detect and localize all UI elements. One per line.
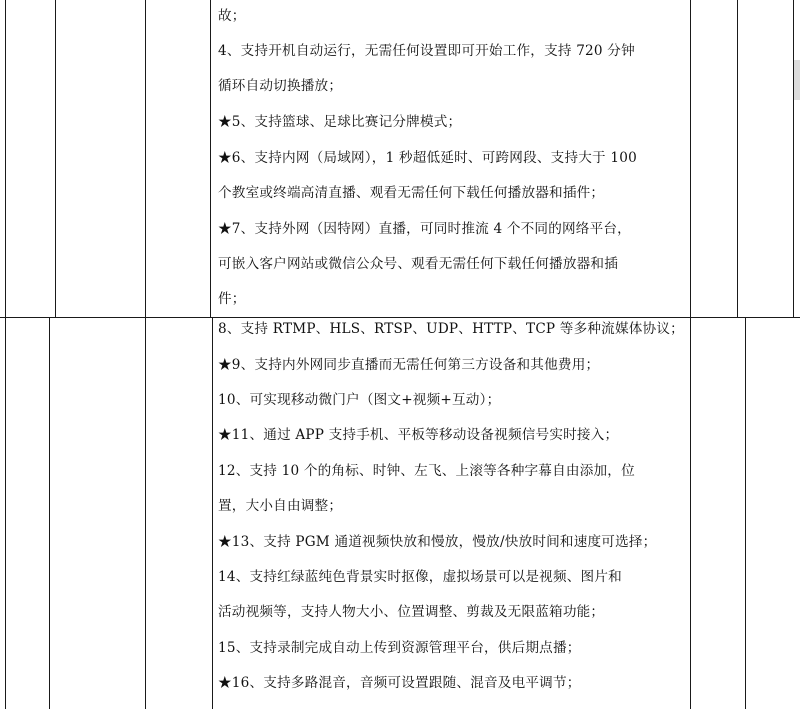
spec-line: ★11、通过 APP 支持手机、平板等移动设备视频信号实时接入； xyxy=(218,427,619,443)
top-col-border-6 xyxy=(737,0,738,317)
spec-line: ★9、支持内外网同步直播而无需任何第三方设备和其他费用； xyxy=(218,357,600,373)
spec-line: 10、可实现移动微门户（图文+视频+互动）； xyxy=(218,392,501,408)
spec-line: ★16、支持多路混音，音频可设置跟随、混音及电平调节； xyxy=(218,675,581,691)
spec-line: 可嵌入客户网站或微信公众号、观看无需任何下载任何播放器和插 xyxy=(218,256,619,272)
bottom-col-border-5 xyxy=(690,318,691,709)
section-divider xyxy=(0,317,800,318)
bottom-col-border-6 xyxy=(745,318,746,709)
spec-line: ★5、支持篮球、足球比赛记分牌模式； xyxy=(218,114,462,130)
spec-line: ★13、支持 PGM 通道视频快放和慢放，慢放/快放时间和速度可选择； xyxy=(218,534,657,550)
spec-line: 循环自动切换播放； xyxy=(218,78,343,94)
top-col-border-4 xyxy=(210,0,211,317)
spec-line: 个教室或终端高清直播、观看无需任何下载任何播放器和插件； xyxy=(218,185,605,201)
spec-line: 置，大小自由调整； xyxy=(218,498,343,514)
spec-line: 8、支持 RTMP、HLS、RTSP、UDP、HTTP、TCP 等多种流媒体协议； xyxy=(218,321,684,337)
spec-line: 14、支持红绿蓝纯色背景实时抠像，虚拟场景可以是视频、图片和 xyxy=(218,569,622,585)
bottom-col-border-2 xyxy=(49,318,50,709)
spec-line: 活动视频等，支持人物大小、位置调整、剪裁及无限蓝箱功能； xyxy=(218,604,605,620)
right-edge-shading xyxy=(794,60,800,100)
top-col-border-5 xyxy=(690,0,691,317)
spec-line: 15、支持录制完成自动上传到资源管理平台，供后期点播； xyxy=(218,640,581,656)
top-col-border-1 xyxy=(5,0,6,317)
spec-line: ★6、支持内网（局域网），1 秒超低延时、可跨网段、支持大于 100 xyxy=(218,150,637,166)
bottom-col-border-4 xyxy=(212,318,213,709)
spec-line: 件； xyxy=(218,291,246,307)
top-col-border-3 xyxy=(145,0,146,317)
spec-line: 12、支持 10 个的角标、时钟、左飞、上滚等各种字幕自由添加，位 xyxy=(218,463,635,479)
spec-line: 故； xyxy=(218,8,246,24)
top-col-border-7 xyxy=(793,0,794,317)
bottom-col-border-1 xyxy=(5,318,6,709)
spec-line: 4、支持开机自动运行，无需任何设置即可开始工作，支持 720 分钟 xyxy=(218,43,635,59)
top-col-border-2 xyxy=(55,0,56,317)
bottom-col-border-3 xyxy=(145,318,146,709)
spec-line: ★7、支持外网（因特网）直播，可同时推流 4 个不同的网络平台， xyxy=(218,221,631,237)
